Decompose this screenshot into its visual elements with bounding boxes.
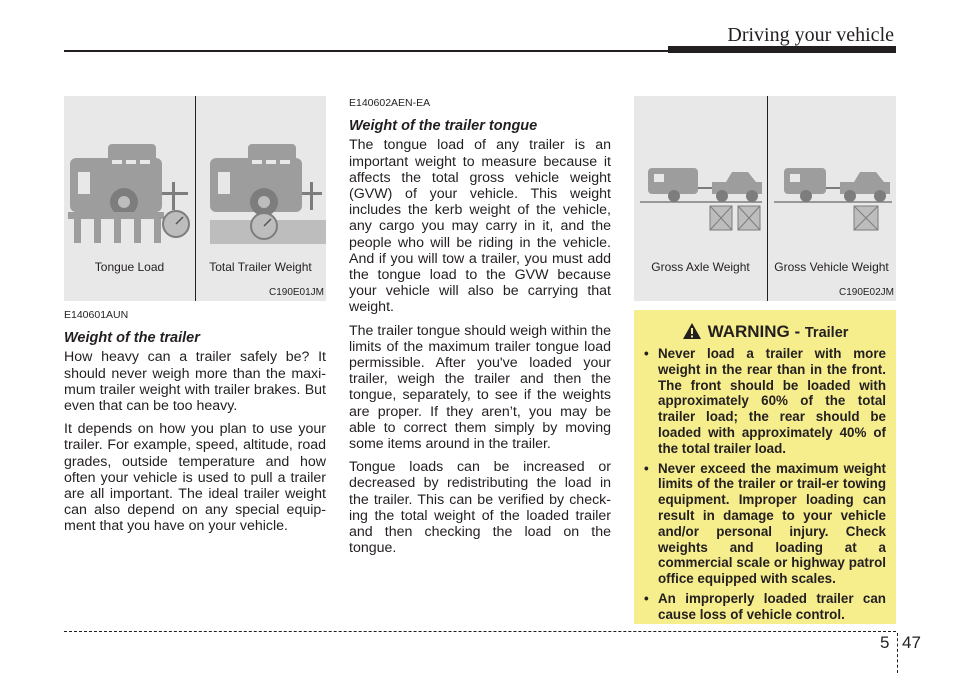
section-title: Weight of the trailer tongue <box>349 118 538 135</box>
section-code: E140602AEN-EA <box>349 97 431 109</box>
warning-item <box>642 346 886 457</box>
header-bar <box>668 46 896 53</box>
body-paragraph: It depends on how you plan to use your trailer. For example, speed, altitude, road grades, outside temperature and how often your vehicle is used to pull a trailer are all important. The ideal trailer weight can also depend on any special equip-ment that you have on your vehicle. <box>64 421 326 535</box>
camper-on-scale-drawing <box>210 144 326 244</box>
caption-total-trailer-weight: Total Trailer Weight <box>209 260 312 274</box>
warning-title <box>634 322 896 342</box>
figure-code: C190E01JM <box>268 287 324 298</box>
warning-box <box>634 310 896 624</box>
chapter-number: 5 <box>880 633 890 652</box>
body-paragraph: The tongue load of any trailer is an important weight to measure because it affects the total gross vehicle weight (GVW) of your vehicle. This weight includes the kerb weight of the vehicle, any cargo you may carry in it, and the people who will be riding in the vehicle. And if you will tow a trailer, you must add the tongue load to the GVW because your vehicle will also be carrying that weight. <box>349 137 611 316</box>
car-trailer-vehicle-scale-drawing <box>774 168 892 230</box>
body-paragraph: The trailer tongue should weigh within the limits of the maximum trailer tongue load permissible. After you've loaded your trailer, weigh the trailer and then the tongue, separately, to see if the weights are proper. If they aren’t, you may be able to correct them simply by moving some items around in the trailer. <box>349 322 611 453</box>
figure-axle-vehicle-weight <box>634 96 896 301</box>
section-title: Weight of the trailer <box>64 330 200 347</box>
bullet: • <box>644 590 649 606</box>
body-paragraph: Tongue loads can be increased or decreased by redistributing the load in the trailer. This can be verified by check-ing the total weight of the loaded trailer and then checking the load on the tongue. <box>349 459 611 557</box>
bullet: • <box>644 460 649 476</box>
figure-code: C190E02JM <box>838 287 894 298</box>
warning-item-text: Never exceed the maximum weight limits of the trailer or trail-er towing equipment. Improper loading can result in damage to your vehicle and/or personal injury. Check weights and loading at a commercial scale or highway patrol office equipped with scales. <box>658 460 886 587</box>
warning-word: WARNING <box>707 322 790 341</box>
warning-item-text: An improperly loaded trailer can cause loss of vehicle control. <box>658 590 886 622</box>
running-header: Driving your vehicle <box>727 24 894 46</box>
warning-item-text: Never load a trailer with more weight in the rear than in the front. The front should be loaded with approximately 60% of the total trailer load; the rear should be loaded with approximately 40% of the total trailer load. <box>658 346 886 456</box>
figure-tongue-trailer-weight <box>64 96 326 301</box>
warning-item <box>642 461 886 587</box>
warning-triangle-icon <box>682 322 702 340</box>
warning-item <box>642 591 886 623</box>
caption-gross-vehicle-weight: Gross Vehicle Weight <box>774 260 889 274</box>
page-number-separator <box>897 633 898 673</box>
body-paragraph: How heavy can a trailer safely be? It should never weigh more than the maxi-mum trailer weight with trailer brakes. But even that can be too heavy. <box>64 349 326 415</box>
section-weight-of-trailer-tongue <box>349 95 611 563</box>
header-rule <box>64 50 668 52</box>
section-code: E140601AUN <box>64 309 129 321</box>
bullet: • <box>644 346 649 361</box>
warning-list <box>642 346 886 627</box>
warning-separator: - <box>789 322 805 341</box>
section-weight-of-trailer <box>64 307 326 542</box>
car-trailer-axle-scale-drawing <box>640 168 762 230</box>
camper-on-stand-drawing <box>68 144 189 243</box>
footer-rule <box>64 631 896 632</box>
caption-gross-axle-weight: Gross Axle Weight <box>651 260 750 274</box>
page-number: 47 <box>902 633 921 652</box>
caption-tongue-load: Tongue Load <box>94 260 165 274</box>
warning-topic: Trailer <box>804 325 849 341</box>
